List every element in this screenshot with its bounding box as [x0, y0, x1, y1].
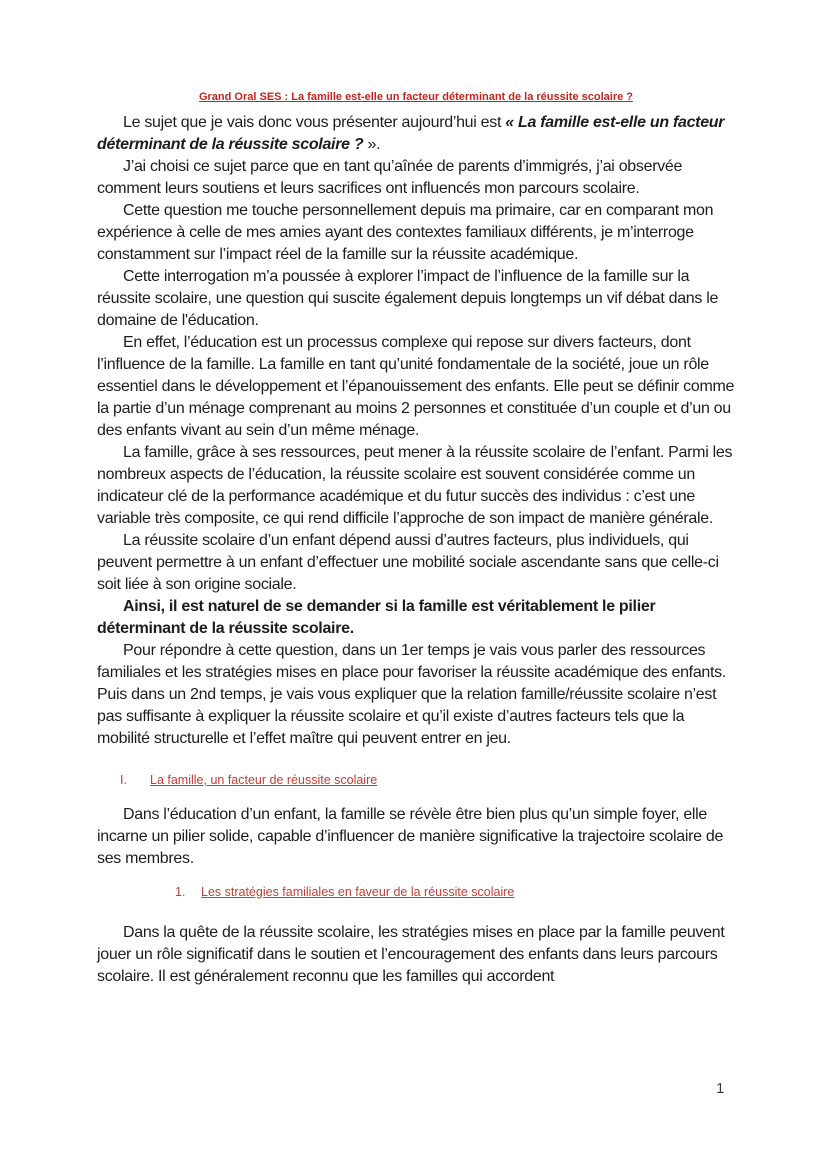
- paragraph-plan-announcement: Pour répondre à cette question, dans un 1er temps je vais vous parler des ressources familiales et les stratégies mises en place pour favoriser la réussite académique des enfants. Puis dans un 2nd temps, je vais vous expliquer que la relation famille/réussite scolaire n’est pas suffisante à expliquer la réussite scolaire et qu’il existe d’autres facteurs tels que la mobilité structurelle et l’effet maître qui peuvent entrer en jeu.: [97, 642, 727, 747]
- paragraph-education-process: En effet, l’éducation est un processus complexe qui repose sur divers facteurs, dont l’influence de la famille. La famille en tant qu’unité fondamentale de la société, joue un rôle essentiel dans le développement et l’épanouissement des enfants. Elle peut se définir comme la partie d’un ménage comprenant au moins 2 personnes et constituée d’un couple et d’un ou des enfants vivant au sein d’un même ménage.: [97, 334, 735, 439]
- paragraph-subject: [97, 112, 735, 156]
- section-1-label: La famille, un facteur de réussite scolaire: [150, 773, 378, 787]
- subsection-1-label: Les stratégies familiales en faveur de la réussite scolaire: [201, 885, 515, 899]
- paragraph-problem-statement: Ainsi, il est naturel de se demander si la famille est véritablement le pilier déterminant de la réussite scolaire.: [97, 598, 656, 637]
- section-heading-1: [97, 772, 735, 788]
- section-1-number: I.: [120, 773, 127, 787]
- paragraph-personal-connection: Cette question me touche personnellement depuis ma primaire, car en comparant mon expérience à celle de mes amies ayant des contextes familiaux différents, je m’interroge constamment sur l’impact réel de la famille sur la réussite académique.: [97, 202, 714, 263]
- page-number: 1: [716, 1080, 725, 1097]
- paragraph-choice-reason: J’ai choisi ce sujet parce que en tant qu’aînée de parents d’immigrés, j’ai observée comment leurs soutiens et leurs sacrifices ont influencés mon parcours scolaire.: [97, 158, 683, 197]
- document-body: [97, 90, 735, 988]
- paragraph-interrogation: Cette interrogation m’a poussée à explorer l’impact de l’influence de la famille sur la réussite scolaire, une question qui suscite également depuis longtemps un vif débat dans le domaine de l'éducation.: [97, 268, 719, 329]
- paragraph-family-pillar: Dans l’éducation d’un enfant, la famille se révèle être bien plus qu’un simple foyer, elle incarne un pilier solide, capable d’influencer de manière significative la trajectoire scolaire de ses membres.: [97, 806, 724, 867]
- subsection-heading-1: [97, 884, 735, 900]
- subsection-1-number: 1.: [175, 885, 186, 899]
- paragraph-subject-post: ».: [367, 136, 381, 153]
- paragraph-family-strategies: Dans la quête de la réussite scolaire, les stratégies mises en place par la famille peuvent jouer un rôle significatif dans le soutien et l’encouragement des enfants dans leurs parcours scolaire. Il est généralement reconnu que les familles qui accordent: [97, 924, 725, 985]
- subject-quote: « La famille est-elle un facteur déterminant de la réussite scolaire ?: [97, 114, 725, 153]
- paragraph-family-resources: La famille, grâce à ses ressources, peut mener à la réussite scolaire de l’enfant. Parmi les nombreux aspects de l’éducation, la réussite scolaire est souvent considérée comme un indicateur clé de la performance académique et du futur succès des individus : c’est une variable très composite, ce qui rend difficile l’approche de son impact de manière générale.: [97, 444, 733, 527]
- document-title: Grand Oral SES : La famille est-elle un facteur déterminant de la réussite scolaire ?: [198, 91, 634, 103]
- paragraph-other-factors: La réussite scolaire d’un enfant dépend aussi d’autres facteurs, plus individuels, qui peuvent permettre à un enfant d’effectuer une mobilité sociale ascendante sans que celle-ci soit liée à son origine sociale.: [97, 532, 719, 593]
- paragraph-subject-pre: Le sujet que je vais donc vous présenter aujourd’hui est: [123, 114, 506, 131]
